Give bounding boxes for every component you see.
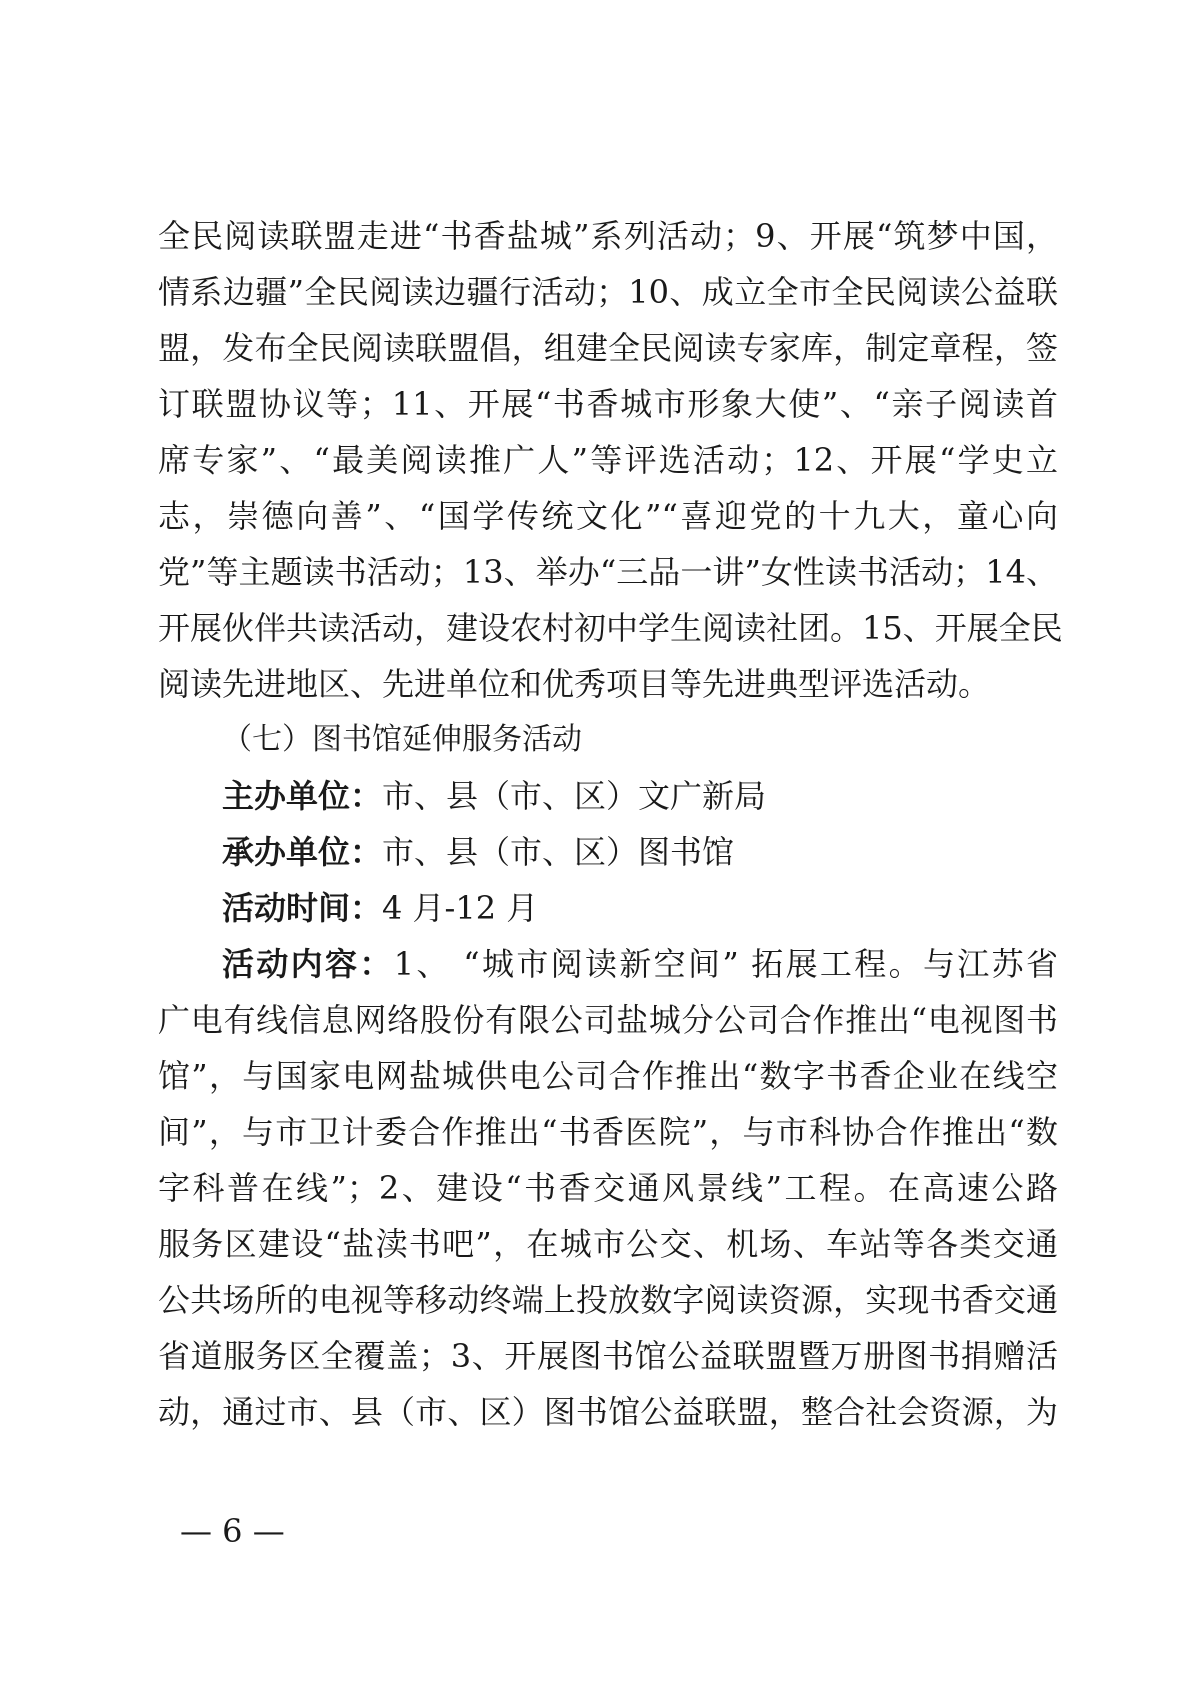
paragraph-line: 志，崇德向善”、“国学传统文化”“喜迎党的十九大，童心向 [158, 497, 1058, 535]
paragraph-line: 阅读先进地区、先进单位和优秀项目等先进典型评选活动。 [158, 665, 991, 703]
content-line: 字科普在线”；2、建设“书香交通风景线”工程。在高速公路 [158, 1169, 1058, 1207]
content-line: 广电有线信息网络股份有限公司盐城分公司合作推出“电视图书 [158, 1001, 1058, 1039]
undertaker-label: 承办单位： [222, 833, 383, 871]
undertaker-row [222, 824, 1058, 880]
section-heading: （七）图书馆延伸服务活动 [222, 722, 582, 757]
time-value: 4 月-12 月 [382, 889, 539, 927]
organizer-value: 市、县（市、区）文广新局 [382, 777, 767, 815]
paragraph-line: 全民阅读联盟走进“书香盐城”系列活动；9、开展“筑梦中国， [158, 217, 1058, 255]
content-line: 公共场所的电视等移动终端上投放数字阅读资源，实现书香交通 [158, 1281, 1058, 1319]
paragraph-line: 盟，发布全民阅读联盟倡，组建全民阅读专家库，制定章程，签 [158, 329, 1058, 367]
organizer-row [222, 768, 1058, 824]
content-line: 服务区建设“盐渎书吧”，在城市公交、机场、车站等各类交通 [158, 1225, 1058, 1263]
paragraph-line: 席专家”、“最美阅读推广人”等评选活动；12、开展“学史立 [158, 441, 1058, 479]
page-number: — 6 — [180, 1512, 285, 1550]
paragraph-line: 党”等主题读书活动；13、举办“三品一讲”女性读书活动；14、 [158, 553, 1058, 591]
content-line: 省道服务区全覆盖；3、开展图书馆公益联盟暨万册图书捐赠活 [158, 1337, 1058, 1375]
paragraph-line: 开展伙伴共读活动，建设农村初中学生阅读社团。15、开展全民 [158, 609, 1063, 647]
paragraph-line: 情系边疆”全民阅读边疆行活动；10、成立全市全民阅读公益联 [158, 273, 1058, 311]
content-line: 馆”，与国家电网盐城供电公司合作推出“数字书香企业在线空 [158, 1057, 1058, 1095]
content-label: 活动内容： [222, 945, 394, 983]
organizer-label: 主办单位： [222, 777, 383, 815]
undertaker-value: 市、县（市、区）图书馆 [382, 833, 735, 871]
content-first-line: 1、 “城市阅读新空间” 拓展工程。与江苏省 [393, 945, 1058, 983]
time-label: 活动时间： [222, 889, 383, 927]
content-row [222, 936, 1058, 992]
content-line: 动，通过市、县（市、区）图书馆公益联盟，整合社会资源，为 [158, 1393, 1058, 1431]
time-row [222, 880, 1058, 936]
content-line: 间”，与市卫计委合作推出“书香医院”，与市科协合作推出“数 [158, 1113, 1058, 1151]
paragraph-line: 订联盟协议等；11、开展“书香城市形象大使”、“亲子阅读首 [158, 385, 1058, 423]
